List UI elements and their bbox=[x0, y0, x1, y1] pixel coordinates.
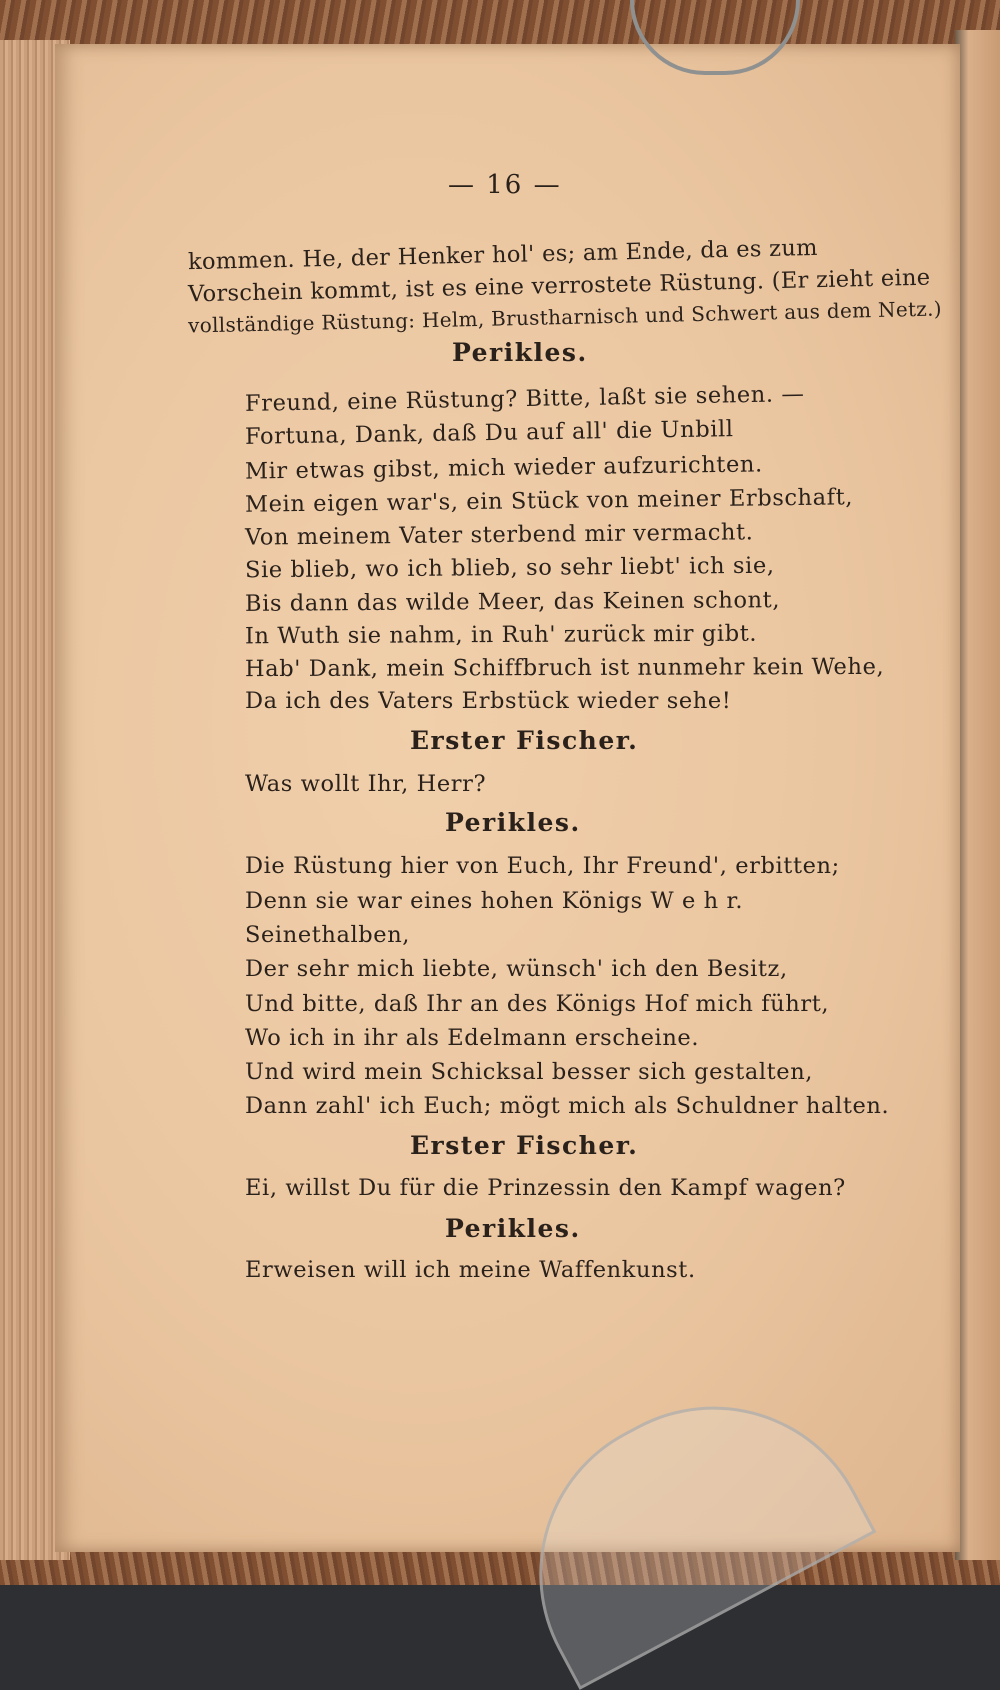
verse-line: Dann zahl' ich Euch; mögt mich als Schuldner halten. bbox=[245, 1093, 890, 1119]
verse-line: Fortuna, Dank, daß Du auf all' die Unbill bbox=[244, 416, 734, 450]
speaker-erster-fischer-2: Erster Fischer. bbox=[410, 1131, 639, 1160]
verse-line: Sie blieb, wo ich blieb, so sehr liebt' ich sie, bbox=[244, 552, 775, 584]
book-cover-right bbox=[955, 30, 1000, 1560]
verse-line: Der sehr mich liebte, wünsch' ich den Besitz, bbox=[245, 956, 788, 982]
verse-line: Die Rüstung hier von Euch, Ihr Freund', erbitten; bbox=[245, 853, 840, 879]
page-number: — 16 — bbox=[448, 170, 562, 200]
verse-line: Und bitte, daß Ihr an des Königs Hof mich führt, bbox=[245, 991, 830, 1017]
speaker-perikles-2: Perikles. bbox=[445, 808, 581, 837]
intro-line-2: Vorschein kommt, ist es eine verrostete Rüstung. (Er zieht eine bbox=[187, 264, 931, 308]
verse-line: Wo ich in ihr als Edelmann erscheine. bbox=[245, 1025, 700, 1051]
speaker-perikles-3: Perikles. bbox=[445, 1214, 581, 1243]
verse-line: In Wuth sie nahm, in Ruh' zurück mir gibt. bbox=[244, 620, 758, 650]
verse-line: Da ich des Vaters Erbstück wieder sehe! bbox=[245, 688, 732, 714]
intro-line-3: vollständige Rüstung: Helm, Brustharnisch und Schwert aus dem Netz.) bbox=[187, 296, 943, 338]
verse-line: Bis dann das wilde Meer, das Keinen schont, bbox=[244, 587, 781, 617]
verse-line: Und wird mein Schicksal besser sich gestalten, bbox=[245, 1059, 814, 1085]
speaker-erster-fischer-1: Erster Fischer. bbox=[410, 726, 639, 755]
verse-line: Ei, willst Du für die Prinzessin den Kampf wagen? bbox=[245, 1175, 846, 1201]
verse-line: Freund, eine Rüstung? Bitte, laßt sie sehen. — bbox=[244, 381, 805, 417]
verse-line: Erweisen will ich meine Waffenkunst. bbox=[245, 1257, 696, 1283]
verse-line: Mein eigen war's, ein Stück von meiner Erbschaft, bbox=[244, 484, 854, 518]
verse-line: Seinethalben, bbox=[245, 922, 411, 948]
intro-line-1: kommen. He, der Henker hol' es; am Ende, da es zum bbox=[187, 234, 819, 276]
verse-line: Mir etwas gibst, mich wieder aufzurichten. bbox=[244, 451, 763, 485]
cover-marbled-edge-bottom bbox=[0, 1548, 1000, 1585]
verse-line: Von meinem Vater sterbend mir vermacht. bbox=[244, 519, 754, 551]
speaker-perikles-1: Perikles. bbox=[452, 338, 588, 367]
verse-line: Denn sie war eines hohen Königs W e h r. bbox=[245, 888, 744, 914]
verse-line: Hab' Dank, mein Schiffbruch ist nunmehr kein Wehe, bbox=[244, 653, 885, 683]
cover-marbled-edge-top bbox=[0, 0, 1000, 50]
verse-line: Was wollt Ihr, Herr? bbox=[245, 771, 487, 797]
